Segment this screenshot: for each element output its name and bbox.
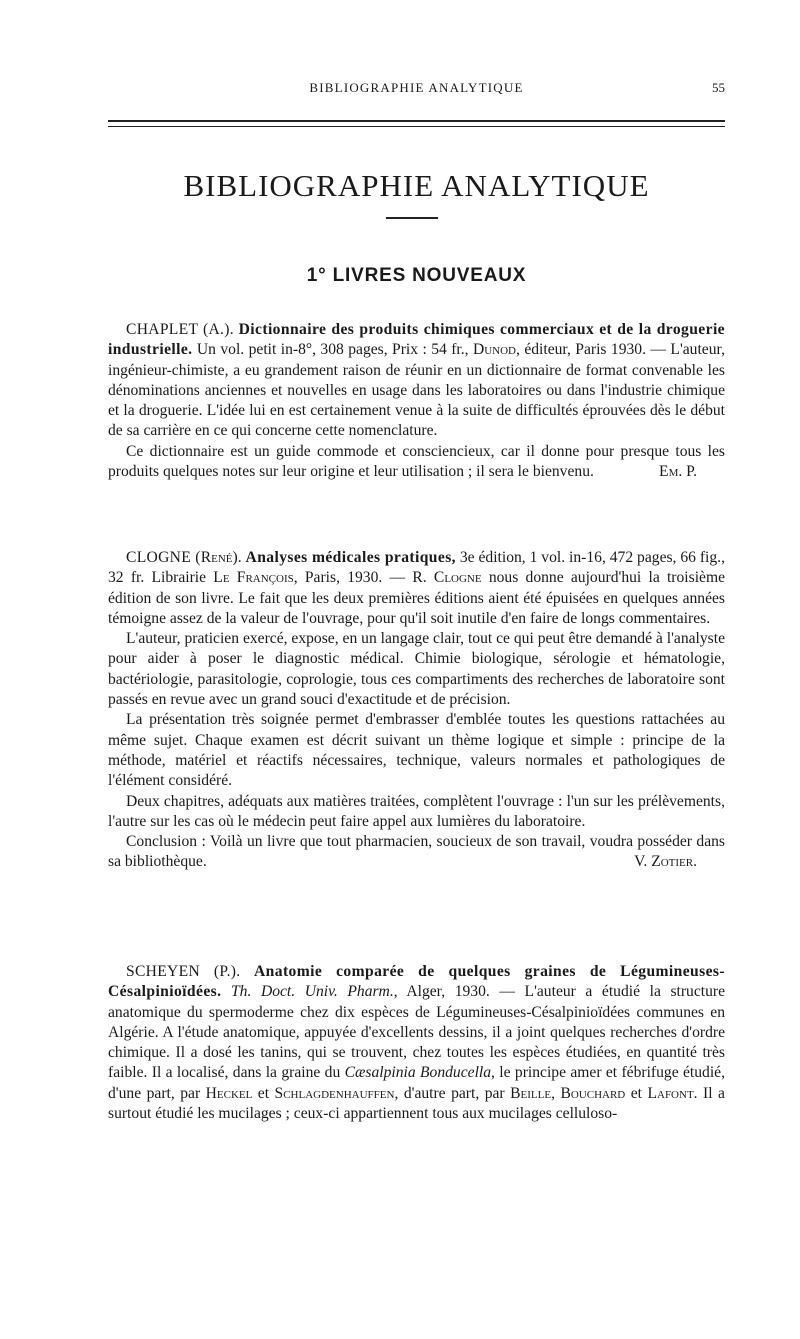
review-author: SCHEYEN (P.).	[126, 963, 241, 980]
review-text: nous donne aujourd'hui la troisième édition de son livre. Le fait que les deux premières éditions aient été épuisées en quelques années témoigne assez de la valeur de l'ouvrage, pour qu'il soit inutile d'en faire de longs commentaires.	[108, 569, 726, 627]
review-text: et	[252, 1084, 275, 1102]
review-paragraph	[108, 832, 725, 873]
review-author-close: ).	[232, 549, 242, 566]
review-book-title: Dictionnaire des produits chimiques commerciaux et de la droguerie industrielle.	[108, 321, 726, 359]
review-text: , Alger, 1930. — L'auteur a étudié la structure anatomique du spermoderme chez dix espèces de Légumineuses-Césalpinioïdées communes en Algérie. A l'étude anatomique, appuyée d'excellents dessins, il a joint quelques recherches d'ordre chimique. Il a dosé les tanins, qui se trouvent, chez toutes les espèces étudiées, en quantité très faible. Il a localisé, dans la graine du	[108, 983, 726, 1082]
page-title: BIBLIOGRAPHIE ANALYTIQUE	[183, 168, 650, 203]
review-text: , le principe amer et fébrifuge étudié, d'une part, par	[108, 1064, 725, 1102]
review-author-first-name: René	[200, 549, 233, 566]
title-underline	[386, 217, 438, 219]
review-text: Ce dictionnaire est un guide commode et consciencieux, car il donne pour presque tous les produits quelques notes sur leur origine et leur utilisation ; il sera le bienvenu.	[108, 442, 725, 481]
review-text: Deux chapitres, adéquats aux matières traitées, complètent l'ouvrage : l'un sur les prélèvements, l'autre sur les cas où le médecin peut faire appel aux lumières du laboratoire.	[108, 792, 725, 830]
review-thesis: Th. Doct. Univ. Pharm.	[231, 983, 394, 1001]
review-species: Cæsalpinia Bonducella	[344, 1064, 492, 1082]
review-text: La présentation très soignée permet d'embrasser d'emblée toutes les questions rattachées au même sujet. Chaque examen est décrit suivant un thème logique et simple : principe de la méthode, matériel et réactifs nécessaires, technique, valeurs normales et pathologiques de l'élément considéré.	[108, 711, 725, 790]
review-entry	[108, 962, 725, 1124]
review-paragraph	[108, 548, 725, 629]
review-author: CLOGNE (	[126, 549, 201, 566]
review-author-reference: R. Clogne	[412, 569, 482, 587]
review-text: et	[625, 1084, 648, 1102]
review-reference-name: Heckel	[205, 1084, 253, 1102]
review-signature: V. Zotier.	[634, 853, 697, 871]
review-text: 3e édition, 1 vol. in-16, 472 pages, 66 fig., 32 fr. Librairie	[108, 549, 725, 587]
review-text: , Paris, 1930. —	[293, 569, 413, 587]
review-text: , éditeur, Paris 1930. — L'auteur, ingénieur-chimiste, a eu grandement raison de réunir en un dictionnaire de format convenable les dénominations anciennes et nouvelles en usage dans les laboratoires ou dans l'industrie chimique et la droguerie. L'idée lui en est certainement venue à la suite de difficultés éprouvées dès le début de sa carrière en ce qui concerne cette nomenclature.	[108, 341, 725, 440]
review-text: , d'autre part, par	[394, 1084, 511, 1102]
running-title: BIBLIOGRAPHIE ANALYTIQUE	[309, 80, 524, 95]
page-number: 55	[712, 80, 725, 95]
review-author: CHAPLET (A.).	[126, 321, 234, 338]
review-book-title: Analyses médicales pratiques,	[245, 549, 456, 566]
review-reference-name: Lafont	[647, 1084, 694, 1102]
review-text: ,	[551, 1084, 561, 1102]
review-text: L'auteur, praticien exercé, expose, en un langage clair, tout ce qui peut être demandé à l'analyste pour aider à poser le diagnostic médical. Chimie biologique, sérologie et hématologie, bactériologie, parasitologie, coprologie, tous ces compartiments des recherches de laboratoire sont passés en revue avec un grand souci d'exactitude et de précision.	[108, 630, 725, 709]
review-paragraph	[108, 792, 725, 833]
review-paragraph	[108, 629, 725, 710]
review-signature: Em. P.	[659, 463, 697, 481]
review-paragraph	[108, 320, 725, 442]
review-paragraph	[108, 962, 725, 1124]
review-entry	[108, 320, 725, 482]
review-text: . Il a surtout étudié les mucilages ; ceux-ci appartiennent tous aux mucilages celluloso-	[108, 1084, 725, 1123]
review-reference-name: Schlagdenhauffen	[274, 1084, 395, 1102]
review-entry	[108, 548, 725, 873]
review-text: Un vol. petit in-8°, 308 pages, Prix : 54 fr.,	[192, 341, 473, 359]
running-header	[108, 80, 725, 100]
review-book-title: Anatomie comparée de quelques graines de Légumineuses-Césalpinioïdées.	[108, 963, 725, 1001]
review-publisher: Dunod	[472, 341, 516, 359]
review-paragraph	[108, 442, 725, 483]
review-reference-name: Bouchard	[560, 1084, 626, 1102]
review-text: Conclusion : Voilà un livre que tout pharmacien, soucieux de son travail, voudra posséder dans sa bibliothèque.	[108, 833, 725, 871]
review-reference-name: Beille	[510, 1084, 552, 1102]
review-paragraph	[108, 710, 725, 791]
review-publisher: Le François	[213, 569, 294, 587]
header-double-rule	[108, 120, 725, 127]
section-heading: 1° LIVRES NOUVEAUX	[306, 265, 527, 286]
